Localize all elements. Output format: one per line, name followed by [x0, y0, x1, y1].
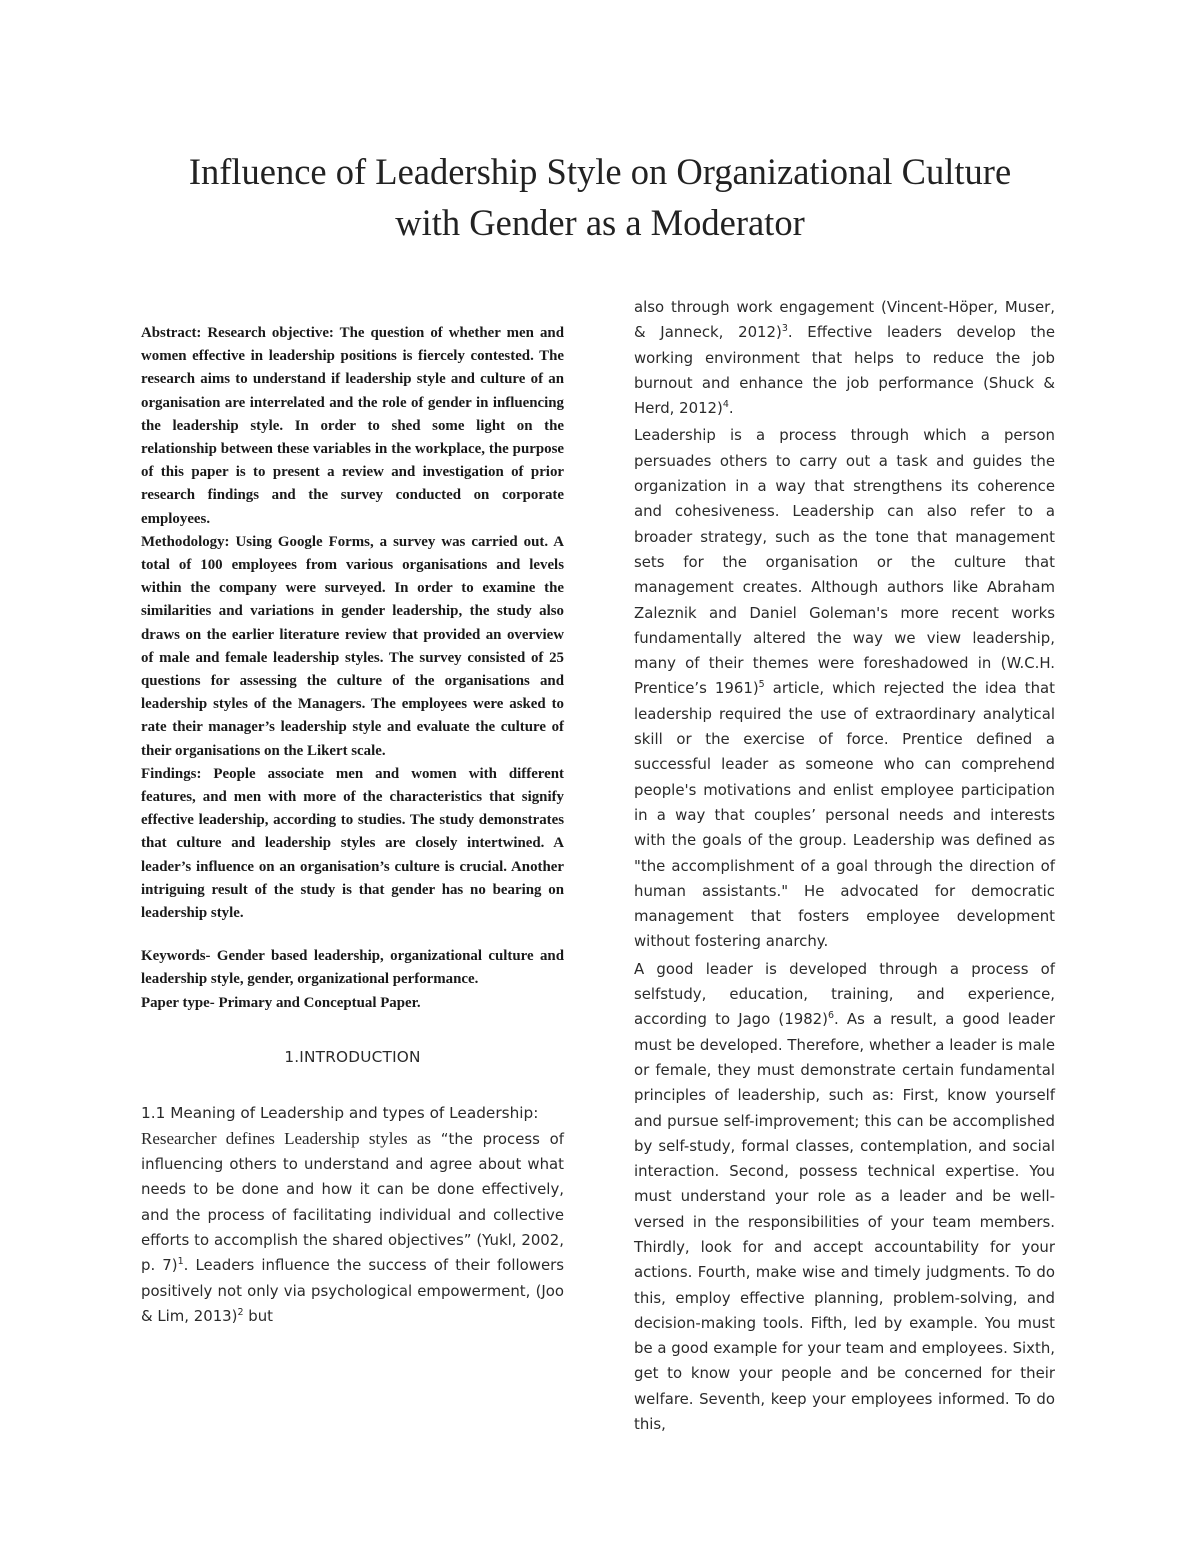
right-p1-text-a: also through work engagement (Vincent-Höper, Muser, & Janneck, 2012)	[634, 298, 1055, 342]
paper-type: Paper type- Primary and Conceptual Paper.	[141, 994, 421, 1011]
paper-title	[100, 146, 1100, 248]
abstract-findings: Findings: People associate men and women with different features, and men with more of the characteristics that signify effective leadership, according to studies. The study demonstrates that culture and leadership styles are closely intertwined. A leader’s influence on an organisation’s culture is crucial. Another intriguing result of the study is that gender has no bearing on leadership style.	[141, 765, 564, 922]
left-column	[141, 322, 564, 1329]
right-paragraph-1	[634, 295, 1055, 421]
abstract-objective: Abstract: Research objective: The question of whether men and women effective in leadership positions is fiercely contested. The research aims to understand if leadership style and culture of an organisation are interrelated and the role of gender in influencing the leadership style. In order to shed some light on the relationship between these variables in the workplace, the purpose of this paper is to present a review and investigation of prior research findings and the survey conducted on corporate employees.	[141, 325, 564, 527]
footnote-ref[interactable]: 2	[237, 1307, 244, 1318]
introduction-heading: 1.INTRODUCTION	[284, 1047, 421, 1066]
keywords: Keywords- Gender based leadership, organizational culture and leadership style, gender, organizational performance.	[141, 948, 564, 988]
right-p1-text-b: . Effective leaders develop the working environment that helps to reduce the job burnout and enhance the job performance (Shuck & Herd, 2012)	[634, 323, 1055, 418]
right-p2-text-a: Leadership is a process through which a person persuades others to carry out a task and guides the organization in a way that strengthens its coherence and cohesiveness. Leadership can also refer to a broader strategy, such as the tone that management sets for the organisation or the culture that management creates. Although authors like Abraham Zaleznik and Daniel Goleman's more recent works fundamentally altered the way we view leadership, many of their themes were foreshadowed in (W.C.H. Prentice’s 1961)	[634, 426, 1055, 698]
section-1-1-heading: 1.1 Meaning of Leadership and types of Leadership:	[141, 1103, 539, 1122]
intro-lead-words: Researcher defines Leadership styles as	[141, 1128, 432, 1148]
footnote-ref[interactable]: 3	[781, 323, 788, 335]
footnote-ref[interactable]: 1	[177, 1256, 184, 1268]
abstract-methodology: Methodology: Using Google Forms, a survey was carried out. A total of 100 employees from various organisations and levels within the company were surveyed. In order to examine the similarities and variations in gender leadership, the study also draws on the earlier literature review that provided an overview of male and female leadership styles. The survey consisted of 25 questions for assessing the culture of the organisations and leadership styles of the Managers. The employees were asked to rate their manager’s leadership style and evaluate the culture of their organisations on the Likert scale.	[141, 533, 564, 759]
right-p1-text-c: .	[728, 399, 734, 418]
right-p3-text-a: A good leader is developed through a process of selfstudy, education, training, and experience, according to Jago (1982)	[634, 959, 1055, 1029]
right-paragraph-2	[634, 423, 1055, 954]
paper-title-line-2: with Gender as a Moderator	[395, 202, 805, 243]
footnote-ref[interactable]: 4	[722, 399, 729, 411]
paper-title-line-1: Influence of Leadership Style on Organizational Culture	[188, 151, 1012, 192]
right-paragraph-3	[634, 957, 1055, 1438]
right-p3-text-b: . As a result, a good leader must be developed. Therefore, whether a leader is male or female, they must demonstrate certain fundamental principles of leadership, such as: First, know yourself and pursue self-improvement; this can be accomplished by self-study, formal classes, contemplation, and social interaction. Second, possess technical expertise. You must understand your role as a leader and be well-versed in the responsibilities of your team members. Thirdly, look for and accept accountability for your actions. Fourth, make wise and timely judgments. To do this, employ effective planning, problem-solving, and decision-making tools. Fifth, led by example. You must be a good example for your team and employees. Sixth, get to know your people and be concerned for their welfare. Seventh, keep your employees informed. To do this,	[634, 1010, 1055, 1434]
intro-text-c: but	[243, 1306, 273, 1325]
right-p2-text-b: article, which rejected the idea that leadership required the use of extraordinary analytical skill or the exercise of force. Prentice defined a successful leader as someone who can comprehend people's motivations and enlist employee participation in a way that couples’ personal needs and interests with the goals of the group. Leadership was defined as "the accomplishment of a goal through the direction of human assistants." He advocated for democratic management that fosters employee development without fostering anarchy.	[634, 679, 1055, 951]
intro-paragraph-1	[141, 1126, 564, 1329]
right-column	[634, 295, 1055, 1437]
intro-text-b: . Leaders influence the success of their followers positively not only via psychological empowerment, (Joo & Lim, 2013)	[141, 1256, 565, 1325]
intro-text-a: “the process of influencing others to understand and agree about what needs to be done and how it can be done effectively, and the process of facilitating individual and collective efforts to accomplish the shared objectives” (Yukl, 2002, p. 7)	[141, 1129, 564, 1275]
footnote-ref[interactable]: 5	[758, 679, 765, 691]
footnote-ref[interactable]: 6	[827, 1010, 834, 1022]
